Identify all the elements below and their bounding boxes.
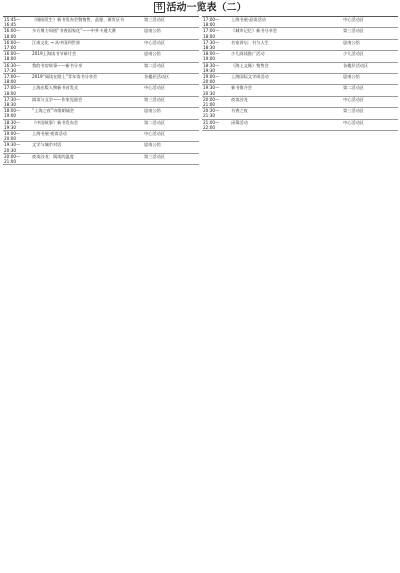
schedule-row — [202, 28, 398, 39]
event-cell: “上海之夜”诗歌朗诵会 — [32, 108, 75, 114]
venue-cell: 思南公馆 — [144, 51, 161, 57]
event-cell: 我的书房故事——新书分享 — [32, 62, 83, 68]
left-schedule-column — [3, 16, 199, 165]
time-cell: 17:00—18:00 — [203, 28, 220, 39]
venue-cell: 第二活动区 — [144, 62, 165, 68]
venue-cell: 思南公馆 — [343, 39, 360, 45]
time-cell: 19:00—20:00 — [203, 74, 220, 85]
event-cell: 少儿阅读推广活动 — [231, 51, 265, 57]
event-cell: 夜读沙龙 — [231, 96, 248, 102]
time-cell: 19:30—20:30 — [4, 142, 21, 153]
time-cell: 18:30—19:30 — [203, 62, 220, 73]
event-cell: 2019“阅读在路上”青年读书分享会 — [32, 74, 98, 80]
schedule-row — [3, 28, 199, 39]
time-cell: 20:30—21:30 — [203, 108, 220, 119]
event-cell: 《海上文脉》签售会 — [231, 62, 269, 68]
schedule-row — [3, 85, 199, 96]
page-title — [0, 2, 400, 14]
time-cell: 16:00—18:00 — [4, 51, 21, 62]
time-cell: 20:00—21:00 — [203, 96, 220, 108]
schedule-row — [202, 97, 398, 108]
venue-cell: 中心活动区 — [144, 39, 165, 45]
event-cell: 《中国故事》新书发布会 — [32, 119, 79, 125]
time-cell: 20:00—21:00 — [4, 153, 21, 165]
event-cell: 上海书展·夜读活动 — [32, 131, 67, 137]
schedule-row — [3, 120, 199, 131]
time-cell: 17:00—18:00 — [4, 74, 21, 85]
time-cell: 18:00—19:00 — [203, 51, 220, 62]
time-cell: 16:00—18:00 — [4, 28, 21, 39]
schedule-row — [3, 51, 199, 62]
event-cell: 上海出版人物新书首发式 — [32, 85, 79, 91]
venue-cell: 思南公馆 — [144, 142, 161, 148]
schedule-row — [3, 40, 199, 51]
time-cell: 21:00—22:00 — [203, 119, 220, 130]
schedule-row — [202, 17, 398, 28]
venue-cell: 中心活动区 — [144, 85, 165, 91]
schedule-row — [3, 154, 199, 165]
schedule-row — [3, 97, 199, 108]
schedule-row — [3, 131, 199, 142]
time-cell: 17:30—18:30 — [4, 96, 21, 108]
venue-cell: 第三活动区 — [144, 17, 165, 22]
venue-cell: 中心活动区 — [343, 17, 364, 22]
venue-cell: 第三活动区 — [343, 28, 364, 34]
time-cell: 17:30—18:30 — [203, 39, 220, 51]
venue-cell: 中心活动区 — [343, 96, 364, 102]
venue-cell: 少儿活动区 — [343, 51, 364, 57]
venue-cell: 第三活动区 — [144, 96, 165, 102]
event-cell: 闭幕活动 — [231, 119, 248, 125]
schedule-row — [202, 74, 398, 85]
event-cell: 多方聚力同创“书香国家化”——中外卡通大赛 — [32, 28, 116, 34]
book-fair-logo-icon: 书 — [155, 3, 163, 11]
time-cell: 17:00—18:00 — [203, 17, 220, 28]
event-cell: 上海书展·品读活动 — [231, 17, 266, 22]
event-cell: 《城市记忆》新书分享会 — [231, 28, 278, 34]
event-cell: 《刚刚发生》新书发布会暨签售、品鉴、颁发证书 — [32, 17, 125, 22]
time-cell: 16:30—17:30 — [4, 62, 21, 73]
event-cell: 上海国际文学周活动 — [231, 74, 269, 80]
venue-cell: 思南公馆 — [144, 108, 161, 114]
time-cell: 17:00—18:00 — [4, 85, 21, 96]
venue-cell: 各楼层活动区 — [343, 62, 369, 68]
schedule-row — [202, 63, 398, 74]
venue-cell: 第二活动区 — [343, 85, 364, 91]
venue-cell: 中心活动区 — [343, 119, 364, 125]
schedule-row — [202, 120, 398, 131]
event-cell: 2019上海读书节研讨会 — [32, 51, 77, 57]
time-cell: 16:00—17:00 — [4, 39, 21, 51]
schedule-row — [3, 17, 199, 28]
time-cell: 15:45—16:45 — [4, 17, 21, 28]
event-cell: 新书推介会 — [231, 85, 252, 91]
venue-cell: 中心活动区 — [144, 131, 165, 137]
time-cell: 19:00—20:00 — [4, 131, 21, 142]
venue-cell: 第三活动区 — [144, 153, 165, 159]
event-cell: 书香之夜 — [231, 108, 248, 114]
title-text: 活动一览表（二） — [166, 2, 247, 14]
schedule-row — [202, 40, 398, 51]
schedule-row — [3, 142, 199, 153]
venue-cell: 各楼层活动区 — [144, 74, 170, 80]
event-cell: 夜读沙龙：阅读的温度 — [32, 153, 74, 159]
venue-cell: 思南公馆 — [144, 28, 161, 34]
event-cell: 名家讲坛：书与人生 — [231, 39, 269, 45]
time-cell: 18:30—19:30 — [4, 119, 21, 130]
venue-cell: 第二活动区 — [144, 119, 165, 125]
event-cell: 江南文化 → 从中国到世界 — [32, 39, 81, 45]
schedule-row — [202, 108, 398, 119]
time-cell: 18:00—19:00 — [4, 108, 21, 119]
schedule-row — [3, 63, 199, 74]
schedule-row — [3, 74, 199, 85]
schedule-row — [3, 108, 199, 119]
event-cell: 文学与城市对话 — [32, 142, 62, 148]
time-cell: 19:30—20:30 — [203, 85, 220, 96]
right-schedule-column — [202, 16, 398, 131]
schedule-row — [202, 51, 398, 62]
event-cell: 阅读与文学——作家见面会 — [32, 96, 83, 102]
schedule-row — [202, 85, 398, 96]
venue-cell: 第三活动区 — [343, 108, 364, 114]
venue-cell: 思南公馆 — [343, 74, 360, 80]
